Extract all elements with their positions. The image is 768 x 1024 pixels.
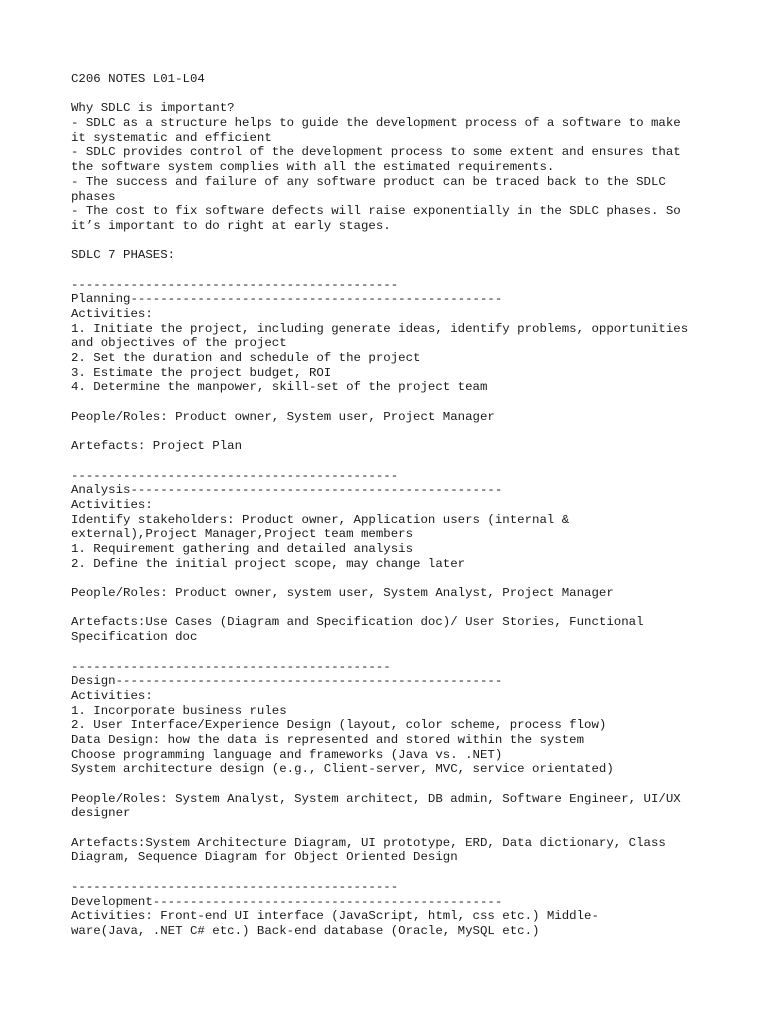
text-line: 2. Set the duration and schedule of the project xyxy=(71,351,421,366)
text-line: ------------------------------------------- xyxy=(71,659,391,674)
text-line xyxy=(71,821,711,836)
text-line: Artefacts:System Architecture Diagram, UI prototype, ERD, Data dictionary, Class xyxy=(71,835,666,850)
text-line: - SDLC as a structure helps to guide the development process of a software to make xyxy=(71,116,681,131)
text-line: ware(Java, .NET C# etc.) Back-end database (Oracle, MySQL etc.) xyxy=(71,923,540,938)
text-line: Artefacts: Project Plan xyxy=(71,439,243,454)
text-line: 1. Initiate the project, including generate ideas, identify problems, opportunities xyxy=(71,321,689,336)
text-line: Design---------------------------------------------------- xyxy=(71,674,503,689)
text-line: System architecture design (e.g., Client-server, MVC, service orientated) xyxy=(71,762,614,777)
text-line: phases xyxy=(71,189,116,204)
text-line: it’s important to do right at early stages. xyxy=(71,218,391,233)
text-line: -------------------------------------------- xyxy=(71,468,399,483)
text-line: Activities: xyxy=(71,307,153,321)
text-line xyxy=(71,865,711,880)
text-line: it systematic and efficient xyxy=(71,130,272,145)
text-line xyxy=(71,234,711,249)
text-line xyxy=(71,777,711,792)
text-line: Artefacts:Use Cases (Diagram and Specification doc)/ User Stories, Functional xyxy=(71,615,644,630)
text-line: Activities: Front-end UI interface (JavaScript, html, css etc.) Middle- xyxy=(71,909,599,924)
text-line: and objectives of the project xyxy=(71,336,287,351)
text-line: - The cost to fix software defects will raise exponentially in the SDLC phases. So xyxy=(71,204,681,219)
text-line xyxy=(71,87,711,102)
text-line: C206 NOTES L01-L04 xyxy=(71,72,205,86)
text-line: -------------------------------------------- xyxy=(71,879,399,894)
text-line: - The success and failure of any software product can be traced back to the SDLC xyxy=(71,174,666,189)
text-line xyxy=(71,454,711,469)
text-line: -------------------------------------------- xyxy=(71,277,399,292)
text-line: People/Roles: Product owner, system user, System Analyst, Project Manager xyxy=(71,586,614,601)
text-line: 1. Incorporate business rules xyxy=(71,703,287,718)
text-line: Why SDLC is important? xyxy=(71,101,235,116)
text-line: - SDLC provides control of the development process to some extent and ensures that xyxy=(71,145,681,160)
text-line: Planning-------------------------------------------------- xyxy=(71,292,503,307)
text-line: Identify stakeholders: Product owner, Application users (internal & xyxy=(71,512,570,527)
text-line xyxy=(71,263,711,278)
text-line: 4. Determine the manpower, skill-set of the project team xyxy=(71,380,488,395)
document-text xyxy=(71,72,711,939)
text-line: People/Roles: Product owner, System user, Project Manager xyxy=(71,409,495,424)
text-line: 3. Estimate the project budget, ROI xyxy=(71,365,332,380)
text-line: Choose programming language and frameworks (Java vs. .NET) xyxy=(71,747,503,762)
text-line: Analysis-------------------------------------------------- xyxy=(71,483,503,498)
text-line: Development----------------------------------------------- xyxy=(71,894,503,909)
text-line: the software system complies with all the estimated requirements. xyxy=(71,160,555,175)
text-line: SDLC 7 PHASES: xyxy=(71,248,176,263)
text-line: 2. Define the initial project scope, may change later xyxy=(71,556,466,571)
text-line: Activities: xyxy=(71,688,153,703)
text-line: Activities: xyxy=(71,497,153,512)
text-line: Specification doc xyxy=(71,630,198,645)
text-line: designer xyxy=(71,806,131,821)
text-line xyxy=(71,425,711,440)
text-line xyxy=(71,645,711,660)
text-line: People/Roles: System Analyst, System architect, DB admin, Software Engineer, UI/UX xyxy=(71,791,681,806)
text-line: Diagram, Sequence Diagram for Object Oriented Design xyxy=(71,850,458,865)
text-line xyxy=(71,395,711,410)
text-line xyxy=(71,571,711,586)
text-line: 2. User Interface/Experience Design (layout, color scheme, process flow) xyxy=(71,718,607,733)
text-line: external),Project Manager,Project team members xyxy=(71,527,414,542)
text-line xyxy=(71,601,711,616)
text-line: 1. Requirement gathering and detailed analysis xyxy=(71,542,414,556)
text-line: Data Design: how the data is represented and stored within the system xyxy=(71,732,585,747)
